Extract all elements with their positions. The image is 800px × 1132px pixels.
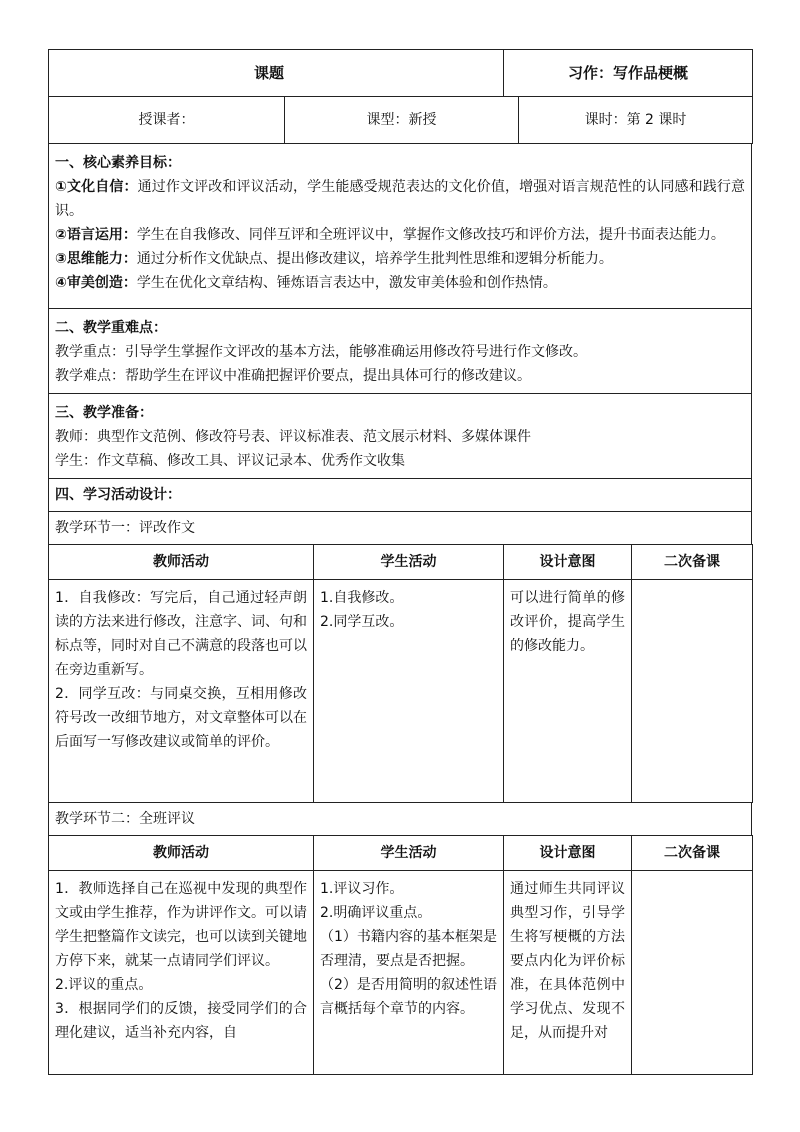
column-header: 设计意图: [504, 836, 632, 871]
student-activity-item: 2.明确评议重点。: [320, 905, 432, 921]
lesson-period: 课时：第 2 课时: [519, 97, 753, 144]
teacher-activity: [49, 580, 314, 803]
stage-one-table: [48, 544, 753, 803]
objectives-section: [49, 144, 752, 309]
student-activity-item: （1）书籍内容的基本框架是否理清，要点是否把握。: [320, 929, 497, 969]
key-points-section: [49, 309, 752, 394]
student-activity-item: （2）是否用简明的叙述性语言概括每个章节的内容。: [320, 977, 497, 1017]
column-header: 教师活动: [49, 545, 314, 580]
stage-title: 教学环节二：全班评议: [49, 803, 752, 836]
objective-label: ①文化自信：: [55, 179, 138, 195]
teacher-activity-item: 2.评议的重点。: [55, 977, 153, 993]
lesson-type: 课型：新授: [285, 97, 519, 144]
activities-heading: 四、学习活动设计：: [49, 479, 752, 512]
teacher-preparation: 教师：典型作文范例、修改符号表、评议标准表、范文展示材料、多媒体课件: [55, 429, 531, 445]
teacher-activity-item: 3．根据同学们的反馈，接受同学们的合理化建议，适当补充内容，自: [55, 1001, 307, 1041]
student-activity-item: 2.同学互改。: [320, 614, 404, 630]
second-preparation: [632, 580, 753, 803]
teaching-focus: 教学重点：引导学生掌握作文评改的基本方法，能够准确运用修改符号进行作文修改。: [55, 344, 587, 360]
objective-text: 学生在自我修改、同伴互评和全班评议中，掌握作文修改技巧和评价方法，提升书面表达能力。: [136, 227, 725, 243]
objective-label: ④审美创造：: [55, 275, 137, 291]
objective-label: ③思维能力：: [55, 251, 137, 267]
key-points-heading: 二、教学重难点：: [55, 320, 167, 336]
student-preparation: 学生：作文草稿、修改工具、评议记录本、优秀作文收集: [55, 453, 405, 469]
lesson-plan-table: [48, 49, 753, 97]
student-activity: [314, 580, 504, 803]
teacher-activity-item: 2．同学互改：与同桌交换，互相用修改符号改一改细节地方，对文章整体可以在后面写一写修改建议或简单的评价。: [55, 686, 307, 750]
column-header: 学生活动: [314, 545, 504, 580]
stage-two-table: [48, 835, 753, 1075]
info-row: [49, 97, 753, 144]
activity-content-row: [49, 580, 753, 803]
objective-text: 学生在优化文章结构、锤炼语言表达中，激发审美体验和创作热情。: [136, 275, 557, 291]
sections-table: [48, 143, 752, 545]
teacher-activity-item: 1．自我修改：写完后，自己通过轻声朗读的方法来进行修改，注意字、词、句和标点等，同时对自己不满意的段落也可以在旁边重新写。: [55, 590, 307, 678]
design-intent: [504, 580, 632, 803]
teacher-label: 授课者：: [49, 97, 285, 144]
teacher-activity-item: 1．教师选择自己在巡视中发现的典型作文或由学生推荐，作为讲评作文。可以请学生把整篇作文读完，也可以读到关键地方停下来，就某一点请同学们评议。: [55, 881, 307, 969]
objective-text: 通过作文评改和评议活动，学生能感受规范表达的文化价值，增强对语言规范性的认同感和践行意识。: [55, 179, 745, 219]
student-activity-item: 1.自我修改。: [320, 590, 404, 606]
teaching-difficulty: 教学难点：帮助学生在评议中准确把握评价要点，提出具体可行的修改建议。: [55, 368, 531, 384]
column-header-row: [49, 545, 753, 580]
teacher-activity: [49, 871, 314, 1075]
title-row: [49, 50, 753, 97]
preparation-section: [49, 394, 752, 479]
student-activity-item: 1.评议习作。: [320, 881, 404, 897]
stage-title-row: [49, 512, 752, 545]
student-activity: [314, 871, 504, 1075]
objectives-heading: 一、核心素养目标：: [55, 155, 181, 171]
design-intent: [504, 871, 632, 1075]
objective-label: ②语言运用：: [55, 227, 137, 243]
activity-content-row: [49, 871, 753, 1075]
stage-title: 教学环节一：评改作文: [49, 512, 752, 545]
column-header: 教师活动: [49, 836, 314, 871]
column-header: 二次备课: [632, 545, 753, 580]
topic-value: 习作：写作品梗概: [504, 50, 753, 97]
info-table: [48, 96, 753, 144]
column-header: 二次备课: [632, 836, 753, 871]
second-preparation: [632, 871, 753, 1075]
objective-text: 通过分析作文优缺点、提出修改建议，培养学生批判性思维和逻辑分析能力。: [136, 251, 613, 267]
stage-two-title-table: [48, 802, 752, 836]
activities-heading-row: [49, 479, 752, 512]
design-intent-text: 可以进行简单的修改评价，提高学生的修改能力。: [510, 590, 625, 654]
preparation-heading: 三、教学准备：: [55, 405, 153, 421]
topic-label: 课题: [49, 50, 504, 97]
column-header: 设计意图: [504, 545, 632, 580]
column-header: 学生活动: [314, 836, 504, 871]
stage-title-row: [49, 803, 752, 836]
design-intent-text: 通过师生共同评议典型习作，引导学生将写梗概的方法要点内化为评价标准，在具体范例中学习优点、发现不足，从而提升对: [510, 881, 625, 1041]
lesson-plan-page: [48, 49, 752, 1075]
column-header-row: [49, 836, 753, 871]
